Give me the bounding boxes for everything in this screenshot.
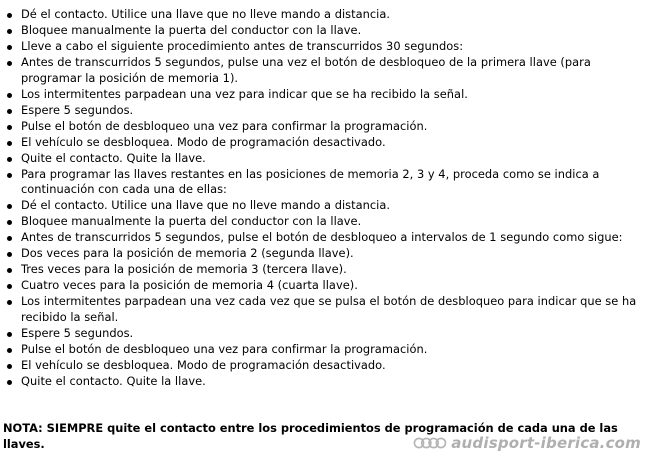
list-item-text: El vehículo se desbloquea. Modo de programación desactivado. bbox=[21, 134, 386, 149]
bullet-icon bbox=[7, 157, 12, 162]
bullet-icon bbox=[7, 252, 12, 257]
list-item-text: Quite el contacto. Quite la llave. bbox=[21, 373, 206, 388]
bullet-icon bbox=[7, 332, 12, 337]
note-paragraph: NOTA: SIEMPRE quite el contacto entre los procedimientos de programación de cada una de las llaves. bbox=[3, 421, 618, 451]
bullet-icon bbox=[7, 268, 12, 273]
list-item bbox=[0, 230, 645, 246]
bullet-icon bbox=[7, 236, 12, 241]
list-item bbox=[0, 342, 645, 358]
list-item-text: Cuatro veces para la posición de memoria 4 (cuarta llave). bbox=[21, 278, 358, 293]
bullet-icon bbox=[7, 348, 12, 353]
list-item-text: Lleve a cabo el siguiente procedimiento antes de transcurridos 30 segundos: bbox=[21, 38, 464, 53]
bullet-icon bbox=[7, 380, 12, 385]
list-item bbox=[0, 374, 645, 390]
bullet-icon bbox=[7, 141, 12, 146]
list-item bbox=[0, 151, 645, 167]
bullet-icon bbox=[7, 125, 12, 130]
list-item bbox=[0, 55, 645, 87]
list-item-text: Los intermitentes parpadean una vez para indicar que se ha recibido la señal. bbox=[21, 86, 468, 101]
bullet-icon bbox=[7, 284, 12, 289]
list-item bbox=[0, 326, 645, 342]
list-item-text: Bloquee manualmente la puerta del conductor con la llave. bbox=[21, 22, 362, 37]
list-item-text: Dos veces para la posición de memoria 2 (segunda llave). bbox=[21, 246, 354, 261]
list-item bbox=[0, 198, 645, 214]
list-item-text: Dé el contacto. Utilice una llave que no lleve mando a distancia. bbox=[21, 7, 391, 21]
list-item-text: Antes de transcurridos 5 segundos, pulse una vez el botón de desbloqueo de la primera llave (para programar la posición de memoria 1). bbox=[21, 54, 591, 85]
bullet-icon bbox=[7, 220, 12, 225]
list-item bbox=[0, 87, 645, 103]
bullet-icon bbox=[7, 61, 12, 66]
list-item-text: Antes de transcurridos 5 segundos, pulse el botón de desbloqueo a intervalos de 1 segundo como sigue: bbox=[21, 230, 623, 245]
bullet-icon bbox=[7, 300, 12, 305]
list-item-text: Dé el contacto. Utilice una llave que no lleve mando a distancia. bbox=[21, 198, 391, 213]
bullet-icon bbox=[7, 29, 12, 34]
list-item bbox=[0, 246, 645, 262]
list-item-text: Pulse el botón de desbloqueo una vez para confirmar la programación. bbox=[21, 342, 428, 357]
list-item-text: Espere 5 segundos. bbox=[21, 102, 134, 117]
list-item bbox=[0, 23, 645, 39]
list-item bbox=[0, 103, 645, 119]
list-item bbox=[0, 135, 645, 151]
audi-rings-icon bbox=[413, 436, 447, 450]
list-item bbox=[0, 7, 645, 23]
bullet-icon bbox=[7, 109, 12, 114]
list-item-text: Pulse el botón de desbloqueo una vez para confirmar la programación. bbox=[21, 118, 428, 133]
list-item bbox=[0, 262, 645, 278]
list-item bbox=[0, 278, 645, 294]
bullet-icon bbox=[7, 204, 12, 209]
bullet-icon bbox=[7, 13, 12, 18]
bullet-icon bbox=[7, 364, 12, 369]
watermark-text: audisport-iberica.com bbox=[451, 434, 641, 452]
bullet-icon bbox=[7, 45, 12, 50]
list-item-text: El vehículo se desbloquea. Modo de programación desactivado. bbox=[21, 357, 386, 372]
list-item bbox=[0, 119, 645, 135]
list-item-text: Para programar las llaves restantes en las posiciones de memoria 2, 3 y 4, proceda como se indica a continuación con cada una de ellas: bbox=[21, 166, 600, 197]
list-item bbox=[0, 358, 645, 374]
bullet-icon bbox=[7, 93, 12, 98]
list-item-text: Bloquee manualmente la puerta del conductor con la llave. bbox=[21, 214, 362, 229]
list-item bbox=[0, 167, 645, 199]
list-item-text: Los intermitentes parpadean una vez cada vez que se pulsa el botón de desbloqueo para indicar que se ha recibido la señal. bbox=[21, 294, 637, 325]
watermark bbox=[413, 434, 641, 452]
list-item bbox=[0, 214, 645, 230]
instruction-list bbox=[0, 7, 645, 390]
list-item bbox=[0, 294, 645, 326]
list-item-text: Quite el contacto. Quite la llave. bbox=[21, 150, 206, 165]
bullet-icon bbox=[7, 173, 12, 178]
list-item-text: Tres veces para la posición de memoria 3 (tercera llave). bbox=[21, 262, 347, 277]
list-item bbox=[0, 39, 645, 55]
list-item-text: Espere 5 segundos. bbox=[21, 326, 134, 341]
